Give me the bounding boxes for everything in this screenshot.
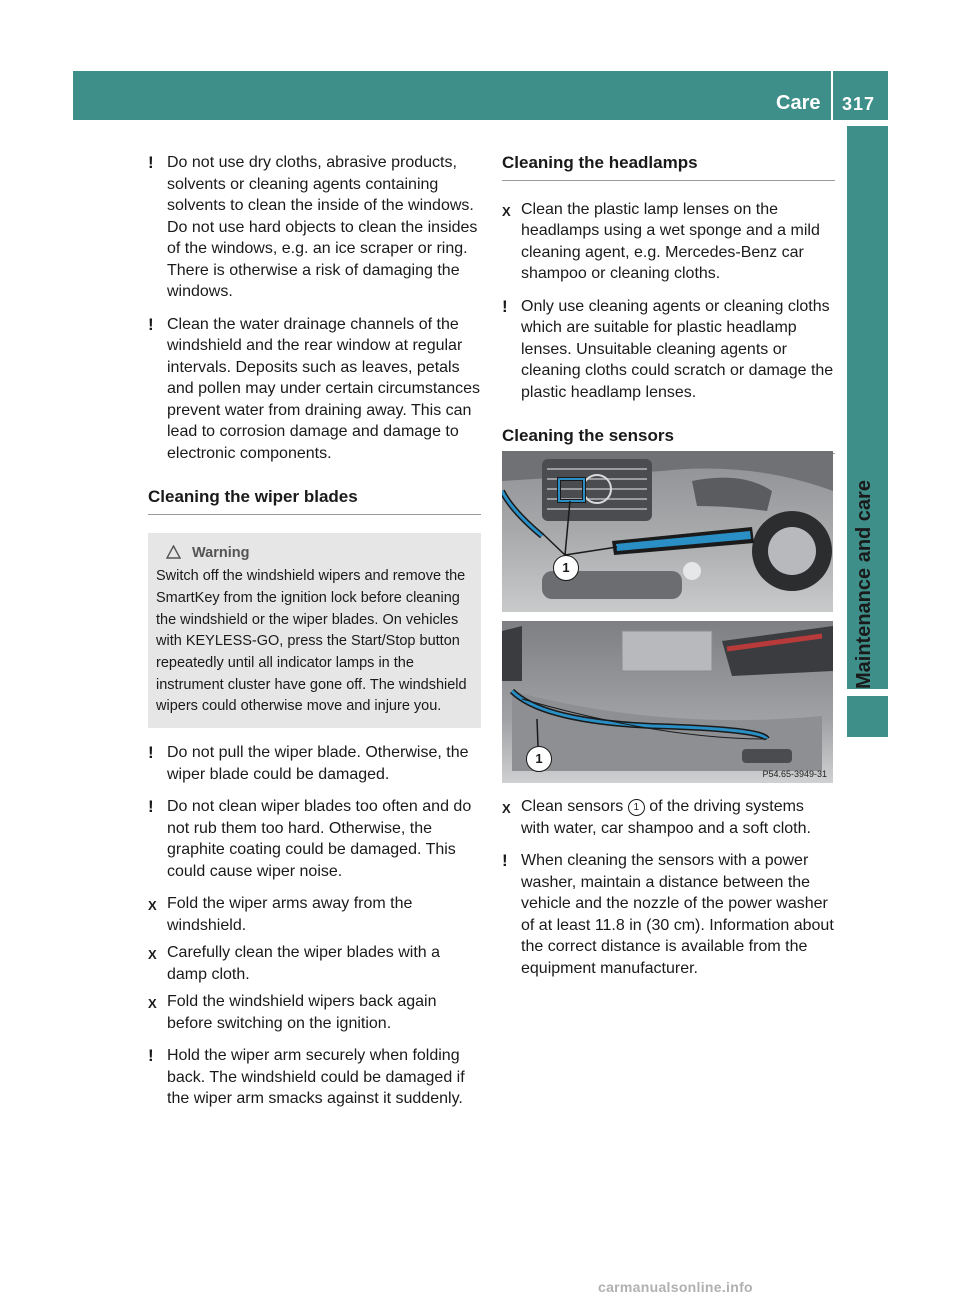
caution-icon: ! — [148, 1046, 154, 1066]
caution-text: Only use cleaning agents or cleaning cloths which are suitable for plastic headlamp lenses. Unsuitable cleaning agents or cleaning cloths could scratch or damage the plastic headlamp lenses. — [521, 297, 834, 401]
caution-text: When cleaning the sensors with a power washer, maintain a distance between the vehicle and the nozzle of the power washer of at least 11.8 in (30 cm). Information about the correct distance is available from the equipment manufacturer. — [521, 852, 834, 977]
footer-watermark: carmanualsonline.info — [598, 1279, 753, 1295]
step-text-end: of the driving systems with water, car shampoo and a soft cloth. — [521, 798, 811, 837]
warning-title: Warning — [192, 544, 250, 561]
warning-box — [148, 533, 481, 729]
caution-icon: ! — [148, 314, 154, 334]
sensor-callout-inline: 1 — [628, 799, 645, 816]
warning-text: Switch off the windshield wipers and remove the SmartKey from the ignition lock before cleaning the windshield or the wiper blades. On vehicles with KEYLESS-GO, press the Start/Stop button repeatedly until all indicator lamps in the instrument cluster have gone off. The windshield wipers could otherwise move and injure you. — [156, 568, 467, 715]
caution-note — [502, 850, 835, 979]
caution-note — [148, 314, 481, 465]
chapter-tab-label: Maintenance and care — [853, 480, 875, 689]
caution-text: Do not clean wiper blades too often and do not rub them too hard. Otherwise, the graphite coating could be damaged. This could cause wiper noise. — [167, 798, 472, 880]
section-title: Care — [776, 92, 821, 114]
step-text: Carefully clean the wiper blades with a damp cloth. — [167, 944, 441, 983]
sensor-callout: 1 — [553, 555, 579, 581]
caution-icon: ! — [148, 743, 154, 763]
caution-icon: ! — [148, 153, 154, 172]
step-item — [148, 991, 481, 1034]
step-text-start: Clean sensors — [521, 798, 624, 815]
section-heading-wiper: Cleaning the wiper blades — [148, 486, 481, 515]
rear-bumper-photo — [502, 621, 833, 783]
caution-note — [148, 152, 481, 303]
step-icon: X — [148, 947, 157, 963]
figure-code: P54.65-3949-31 — [762, 769, 827, 779]
caution-text: Do not use dry cloths, abrasive products, solvents or cleaning agents containing solvents to clean the inside of the windows. Do not use hard objects to clean the insides of the windows, e.g. an ice scraper or ring. There is otherwise a risk of damaging the windows. — [167, 154, 478, 300]
caution-note — [148, 796, 481, 882]
left-column — [148, 152, 481, 1121]
step-text: Fold the wiper arms away from the windshield. — [167, 895, 413, 934]
right-column — [502, 152, 835, 472]
right-column-lower — [502, 796, 835, 990]
header-divider — [831, 71, 833, 120]
step-item — [502, 199, 835, 285]
step-item — [502, 796, 835, 839]
chapter-tab-marker — [847, 696, 888, 737]
step-text: Fold the windshield wipers back again before switching on the ignition. — [167, 993, 437, 1032]
step-icon: X — [148, 898, 157, 914]
step-icon: X — [502, 801, 511, 816]
caution-text: Clean the water drainage channels of the windshield and the rear window at regular intervals. Deposits such as leaves, petals and pollen may under certain circumstances prevent water from draining away. This can lead to corrosion damage and damage to electronic components. — [167, 315, 481, 462]
step-icon: X — [148, 996, 157, 1012]
step-item — [148, 893, 481, 936]
step-text: Clean the plastic lamp lenses on the headlamps using a wet sponge and a mild cleaning agent, e.g. Mercedes-Benz car shampoo or cleaning cloths. — [521, 200, 820, 282]
step-icon: X — [502, 203, 511, 219]
caution-icon: ! — [148, 797, 154, 817]
caution-note — [502, 296, 835, 404]
caution-text: Do not pull the wiper blade. Otherwise, the wiper blade could be damaged. — [167, 744, 469, 783]
step-item — [148, 942, 481, 985]
section-heading-headlamps: Cleaning the headlamps — [502, 152, 835, 181]
front-bumper-photo — [502, 451, 833, 612]
caution-icon: ! — [502, 296, 508, 316]
header-bar — [73, 71, 888, 120]
warning-triangle-icon — [166, 545, 181, 567]
sensor-callout: 1 — [526, 746, 552, 772]
caution-note — [148, 1045, 481, 1110]
caution-text: Hold the wiper arm securely when folding back. The windshield could be damaged if the wiper arm smacks against it suddenly. — [167, 1047, 465, 1108]
page-number: 317 — [842, 94, 876, 114]
section-heading-sensors: Cleaning the sensors — [502, 425, 835, 454]
caution-note — [148, 742, 481, 785]
caution-icon: ! — [502, 851, 508, 870]
